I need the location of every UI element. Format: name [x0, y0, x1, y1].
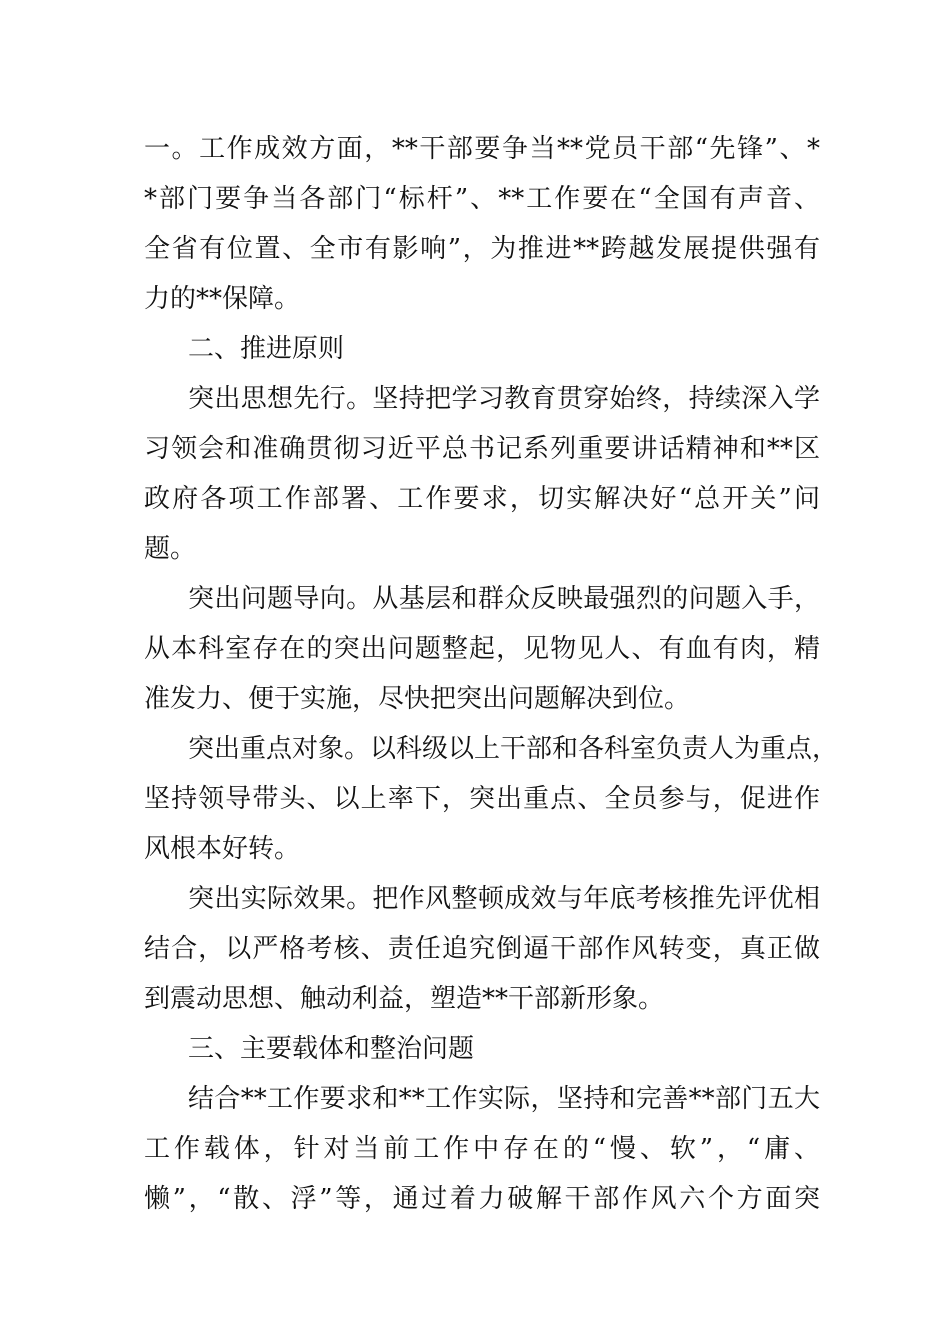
section-heading: 三、主要载体和整治问题	[188, 1034, 475, 1064]
paragraph-line: *部门要争当各部门“标杆”、**工作要在“全国有声音、	[144, 184, 820, 214]
paragraph-line: 政府各项工作部署、工作要求，切实解决好“总开关”问	[144, 484, 820, 514]
paragraph-line: 力的**保障。	[144, 284, 301, 314]
paragraph-line: 结合**工作要求和**工作实际，坚持和完善**部门五大	[188, 1084, 820, 1114]
paragraph-line: 风根本好转。	[144, 834, 301, 864]
paragraph-line: 到震动思想、触动利益，塑造**干部新形象。	[144, 984, 665, 1014]
paragraph-line: 突出思想先行。坚持把学习教育贯穿始终，持续深入学	[188, 384, 820, 414]
paragraph-line: 结合，以严格考核、责任追究倒逼干部作风转变，真正做	[144, 934, 820, 964]
paragraph-line: 突出重点对象。以科级以上干部和各科室负责人为重点，	[188, 734, 839, 764]
paragraph-line: 一。工作成效方面，**干部要争当**党员干部“先锋”、*	[144, 134, 820, 164]
paragraph-line: 坚持领导带头、以上率下，突出重点、全员参与，促进作	[144, 784, 820, 814]
paragraph-line: 全省有位置、全市有影响”，为推进**跨越发展提供强有	[144, 234, 820, 264]
paragraph-line: 懒”，“散、浮”等，通过着力破解干部作风六个方面突	[144, 1184, 820, 1214]
paragraph-line: 题。	[144, 534, 197, 564]
paragraph-line: 突出问题导向。从基层和群众反映最强烈的问题入手，	[188, 584, 820, 614]
paragraph-line: 从本科室存在的突出问题整起，见物见人、有血有肉，精	[144, 634, 820, 664]
paragraph-line: 准发力、便于实施，尽快把突出问题解决到位。	[144, 684, 691, 714]
paragraph-line: 工作载体，针对当前工作中存在的“慢、软”，“庸、	[144, 1134, 820, 1164]
section-heading: 二、推进原则	[188, 334, 345, 364]
document-body	[144, 124, 839, 1224]
paragraph-line: 习领会和准确贯彻习近平总书记系列重要讲话精神和**区	[144, 434, 820, 464]
paragraph-line: 突出实际效果。把作风整顿成效与年底考核推先评优相	[188, 884, 820, 914]
